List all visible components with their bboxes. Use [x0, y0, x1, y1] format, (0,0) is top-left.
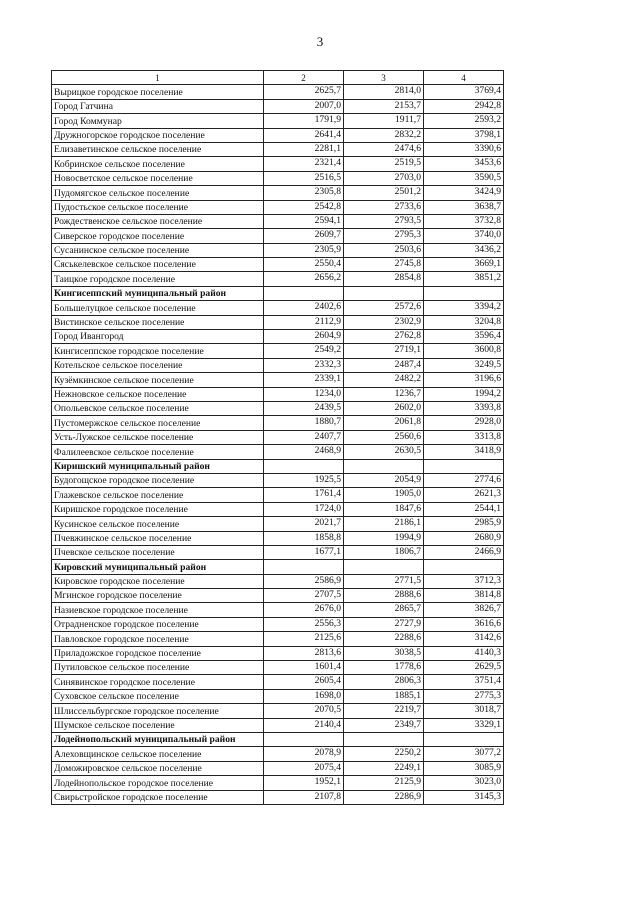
table-row	[52, 171, 504, 185]
value-col-2: 2516,5	[264, 171, 344, 185]
section-header-row	[52, 286, 504, 300]
value-col-3: 2302,9	[344, 315, 424, 329]
value-col-4: 3418,9	[424, 445, 504, 459]
value-col-3: 2503,6	[344, 243, 424, 257]
value-col-3: 2865,7	[344, 603, 424, 617]
empty-cell	[344, 286, 424, 300]
settlement-name: Кусинское сельское поселение	[52, 517, 264, 531]
value-col-4: 3600,8	[424, 344, 504, 358]
table-row	[52, 186, 504, 200]
settlement-name: Шумское сельское поселение	[52, 718, 264, 732]
table-row	[52, 675, 504, 689]
settlement-name: Мгинское городское поселение	[52, 589, 264, 603]
value-col-2: 2021,7	[264, 517, 344, 531]
value-col-4: 3769,4	[424, 85, 504, 99]
settlement-name: Пчевское сельское поселение	[52, 545, 264, 559]
value-col-2: 2594,1	[264, 214, 344, 228]
table-row	[52, 330, 504, 344]
settlement-name: Алеховщинское сельское поселение	[52, 747, 264, 761]
settlement-name: Пчевжинское сельское поселение	[52, 531, 264, 545]
table-row	[52, 272, 504, 286]
value-col-3: 1847,6	[344, 502, 424, 516]
table-row	[52, 776, 504, 790]
table-row	[52, 358, 504, 372]
value-col-4: 3249,5	[424, 358, 504, 372]
value-col-3: 2560,6	[344, 430, 424, 444]
table-row	[52, 128, 504, 142]
value-col-4: 3851,2	[424, 272, 504, 286]
value-col-3: 2795,3	[344, 229, 424, 243]
table-row	[52, 258, 504, 272]
settlement-name: Пустомержское сельское поселение	[52, 416, 264, 430]
value-col-3: 2630,5	[344, 445, 424, 459]
table-row	[52, 200, 504, 214]
column-header: 1	[52, 71, 264, 85]
value-col-3: 2288,6	[344, 632, 424, 646]
value-col-4: 3313,8	[424, 430, 504, 444]
table-row	[52, 373, 504, 387]
settlement-name: Новосветское сельское поселение	[52, 171, 264, 185]
settlement-name: Киришское городское поселение	[52, 502, 264, 516]
settlement-name: Будогощское городское поселение	[52, 473, 264, 487]
column-header: 2	[264, 71, 344, 85]
settlement-name: Назиевское городское поселение	[52, 603, 264, 617]
value-col-2: 2707,5	[264, 589, 344, 603]
value-col-4: 3204,8	[424, 315, 504, 329]
value-col-4: 2466,9	[424, 545, 504, 559]
table-row	[52, 416, 504, 430]
value-col-4: 3596,4	[424, 330, 504, 344]
settlement-name: Фалилеевское сельское поселение	[52, 445, 264, 459]
value-col-3: 2602,0	[344, 401, 424, 415]
table-row	[52, 531, 504, 545]
table-row	[52, 747, 504, 761]
settlement-name: Нежновское сельское поселение	[52, 387, 264, 401]
value-col-2: 1698,0	[264, 689, 344, 703]
column-header: 3	[344, 71, 424, 85]
settlement-name: Доможировское сельское поселение	[52, 761, 264, 775]
value-col-2: 2332,3	[264, 358, 344, 372]
table-row	[52, 603, 504, 617]
empty-cell	[344, 459, 424, 473]
value-col-2: 2439,5	[264, 401, 344, 415]
value-col-3: 2733,6	[344, 200, 424, 214]
empty-cell	[264, 286, 344, 300]
value-col-3: 1994,9	[344, 531, 424, 545]
value-col-2: 2586,9	[264, 574, 344, 588]
value-col-4: 3436,2	[424, 243, 504, 257]
value-col-3: 2186,1	[344, 517, 424, 531]
value-col-3: 2888,6	[344, 589, 424, 603]
value-col-4: 3712,3	[424, 574, 504, 588]
empty-cell	[424, 286, 504, 300]
table-row	[52, 545, 504, 559]
value-col-3: 1806,7	[344, 545, 424, 559]
value-col-3: 2793,5	[344, 214, 424, 228]
value-col-2: 1952,1	[264, 776, 344, 790]
value-col-3: 2727,9	[344, 617, 424, 631]
section-title: Кировский муниципальный район	[52, 560, 264, 574]
value-col-4: 3798,1	[424, 128, 504, 142]
value-col-4: 3142,6	[424, 632, 504, 646]
value-col-2: 2407,7	[264, 430, 344, 444]
value-col-2: 1234,0	[264, 387, 344, 401]
table-row	[52, 344, 504, 358]
empty-cell	[424, 459, 504, 473]
value-col-2: 2305,8	[264, 186, 344, 200]
settlement-name: Город Гатчина	[52, 99, 264, 113]
value-col-3: 2745,8	[344, 258, 424, 272]
value-col-4: 3826,7	[424, 603, 504, 617]
value-col-4: 3590,5	[424, 171, 504, 185]
settlement-name: Сусанинское сельское поселение	[52, 243, 264, 257]
table-row	[52, 761, 504, 775]
settlement-name: Пудомягское сельское поселение	[52, 186, 264, 200]
value-col-2: 1880,7	[264, 416, 344, 430]
value-col-3: 2153,7	[344, 99, 424, 113]
value-col-2: 2542,8	[264, 200, 344, 214]
table-row	[52, 574, 504, 588]
value-col-4: 2942,8	[424, 99, 504, 113]
table-row	[52, 689, 504, 703]
value-col-4: 3329,1	[424, 718, 504, 732]
value-col-3: 2487,4	[344, 358, 424, 372]
table-row	[52, 617, 504, 631]
settlement-name: Кировское городское поселение	[52, 574, 264, 588]
value-col-2: 1791,9	[264, 114, 344, 128]
empty-cell	[344, 732, 424, 746]
value-col-4: 3732,8	[424, 214, 504, 228]
value-col-4: 2775,3	[424, 689, 504, 703]
value-col-4: 3077,2	[424, 747, 504, 761]
settlement-name: Кузёмкинское сельское поселение	[52, 373, 264, 387]
table-header-row	[52, 71, 504, 85]
settlement-name: Сиверское городское поселение	[52, 229, 264, 243]
settlement-name: Глажевское сельское поселение	[52, 488, 264, 502]
value-col-2: 2125,6	[264, 632, 344, 646]
value-col-3: 1778,6	[344, 661, 424, 675]
table-row	[52, 85, 504, 99]
section-header-row	[52, 732, 504, 746]
table-row	[52, 704, 504, 718]
settlement-name: Город Коммунар	[52, 114, 264, 128]
value-col-3: 1905,0	[344, 488, 424, 502]
table-row	[52, 157, 504, 171]
settlement-name: Город Ивангород	[52, 330, 264, 344]
value-col-3: 2519,5	[344, 157, 424, 171]
settlement-name: Синявинское городское поселение	[52, 675, 264, 689]
table-row	[52, 502, 504, 516]
value-col-2: 2281,1	[264, 142, 344, 156]
table-row	[52, 214, 504, 228]
settlement-name: Павловское городское поселение	[52, 632, 264, 646]
value-col-4: 2985,9	[424, 517, 504, 531]
value-col-3: 2349,7	[344, 718, 424, 732]
settlement-name: Пудостьское сельское поселение	[52, 200, 264, 214]
settlement-name: Приладожское городское поселение	[52, 646, 264, 660]
value-col-4: 3638,7	[424, 200, 504, 214]
table-row	[52, 301, 504, 315]
value-col-4: 3393,8	[424, 401, 504, 415]
value-col-4: 4140,3	[424, 646, 504, 660]
value-col-2: 2402,6	[264, 301, 344, 315]
value-col-4: 2774,6	[424, 473, 504, 487]
value-col-4: 3424,9	[424, 186, 504, 200]
settlement-name: Таицкое городское поселение	[52, 272, 264, 286]
value-col-2: 2676,0	[264, 603, 344, 617]
value-col-2: 1724,0	[264, 502, 344, 516]
value-col-2: 2641,4	[264, 128, 344, 142]
settlement-name: Дружногорское городское поселение	[52, 128, 264, 142]
value-col-2: 2609,7	[264, 229, 344, 243]
value-col-2: 2549,2	[264, 344, 344, 358]
settlement-name: Отрадненское городское поселение	[52, 617, 264, 631]
value-col-2: 1677,1	[264, 545, 344, 559]
settlement-name: Вистинское сельское поселение	[52, 315, 264, 329]
value-col-3: 1885,1	[344, 689, 424, 703]
value-col-2: 2070,5	[264, 704, 344, 718]
value-col-3: 2474,6	[344, 142, 424, 156]
column-header: 4	[424, 71, 504, 85]
empty-cell	[264, 560, 344, 574]
value-col-4: 3018,7	[424, 704, 504, 718]
table-row	[52, 473, 504, 487]
settlement-name: Свирьстройское городское поселение	[52, 790, 264, 804]
settlement-name: Опольевское сельское поселение	[52, 401, 264, 415]
value-col-4: 3085,9	[424, 761, 504, 775]
data-table	[51, 70, 504, 805]
section-title: Кингисеппский муниципальный район	[52, 286, 264, 300]
value-col-4: 3390,6	[424, 142, 504, 156]
value-col-2: 2078,9	[264, 747, 344, 761]
value-col-3: 2501,2	[344, 186, 424, 200]
table-row	[52, 243, 504, 257]
value-col-3: 2054,9	[344, 473, 424, 487]
value-col-4: 3023,0	[424, 776, 504, 790]
value-col-2: 1601,4	[264, 661, 344, 675]
settlement-name: Шлиссельбургское городское поселение	[52, 704, 264, 718]
table-row	[52, 445, 504, 459]
value-col-4: 2680,9	[424, 531, 504, 545]
table-row	[52, 387, 504, 401]
value-col-3: 2832,2	[344, 128, 424, 142]
table-body	[52, 85, 504, 805]
value-col-3: 2250,2	[344, 747, 424, 761]
value-col-4: 3616,6	[424, 617, 504, 631]
value-col-3: 2482,2	[344, 373, 424, 387]
settlement-name: Рождественское сельское поселение	[52, 214, 264, 228]
settlement-name: Усть-Лужское сельское поселение	[52, 430, 264, 444]
settlement-name: Котельское сельское поселение	[52, 358, 264, 372]
table-row	[52, 401, 504, 415]
value-col-3: 2249,1	[344, 761, 424, 775]
empty-cell	[344, 560, 424, 574]
table-row	[52, 718, 504, 732]
value-col-3: 3038,5	[344, 646, 424, 660]
value-col-3: 2771,5	[344, 574, 424, 588]
value-col-4: 2621,3	[424, 488, 504, 502]
value-col-4: 3751,4	[424, 675, 504, 689]
settlement-name: Елизаветинское сельское поселение	[52, 142, 264, 156]
table-row	[52, 661, 504, 675]
empty-cell	[424, 732, 504, 746]
section-title: Лодейнопольский муниципальный район	[52, 732, 264, 746]
table-row	[52, 315, 504, 329]
empty-cell	[264, 732, 344, 746]
value-col-4: 2544,1	[424, 502, 504, 516]
value-col-4: 2593,2	[424, 114, 504, 128]
empty-cell	[424, 560, 504, 574]
value-col-4: 3669,1	[424, 258, 504, 272]
value-col-2: 2468,9	[264, 445, 344, 459]
table-row	[52, 646, 504, 660]
value-col-2: 2305,9	[264, 243, 344, 257]
table-row	[52, 229, 504, 243]
value-col-3: 2125,9	[344, 776, 424, 790]
value-col-4: 1994,2	[424, 387, 504, 401]
settlement-name: Суховское сельское поселение	[52, 689, 264, 703]
value-col-3: 2806,3	[344, 675, 424, 689]
value-col-2: 2112,9	[264, 315, 344, 329]
value-col-3: 2219,7	[344, 704, 424, 718]
value-col-2: 2604,9	[264, 330, 344, 344]
value-col-3: 2286,9	[344, 790, 424, 804]
settlement-name: Кобринское сельское поселение	[52, 157, 264, 171]
value-col-4: 3814,8	[424, 589, 504, 603]
table-row	[52, 99, 504, 113]
table-row	[52, 114, 504, 128]
value-col-2: 1925,5	[264, 473, 344, 487]
value-col-3: 2854,8	[344, 272, 424, 286]
value-col-3: 2703,0	[344, 171, 424, 185]
value-col-2: 2550,4	[264, 258, 344, 272]
value-col-3: 1911,7	[344, 114, 424, 128]
table-row	[52, 142, 504, 156]
table-row	[52, 632, 504, 646]
value-col-2: 2556,3	[264, 617, 344, 631]
value-col-2: 2107,8	[264, 790, 344, 804]
settlement-name: Вырицкое городское поселение	[52, 85, 264, 99]
value-col-2: 2321,4	[264, 157, 344, 171]
table-row	[52, 790, 504, 804]
value-col-3: 2719,1	[344, 344, 424, 358]
value-col-4: 3196,6	[424, 373, 504, 387]
value-col-2: 2140,4	[264, 718, 344, 732]
settlement-name: Лодейнопольское городское поселение	[52, 776, 264, 790]
table-row	[52, 488, 504, 502]
value-col-2: 1858,8	[264, 531, 344, 545]
value-col-2: 2605,4	[264, 675, 344, 689]
settlement-name: Большелуцкое сельское поселение	[52, 301, 264, 315]
table-row	[52, 517, 504, 531]
value-col-2: 2813,6	[264, 646, 344, 660]
value-col-3: 1236,7	[344, 387, 424, 401]
settlement-name: Путиловское сельское поселение	[52, 661, 264, 675]
value-col-4: 3740,0	[424, 229, 504, 243]
value-col-3: 2762,8	[344, 330, 424, 344]
table-row	[52, 589, 504, 603]
value-col-3: 2814,0	[344, 85, 424, 99]
value-col-3: 2572,6	[344, 301, 424, 315]
section-title: Киришский муниципальный район	[52, 459, 264, 473]
value-col-2: 2007,0	[264, 99, 344, 113]
page-number: 3	[316, 34, 324, 49]
value-col-4: 2928,0	[424, 416, 504, 430]
value-col-2: 2656,2	[264, 272, 344, 286]
value-col-4: 3145,3	[424, 790, 504, 804]
section-header-row	[52, 560, 504, 574]
section-header-row	[52, 459, 504, 473]
settlement-name: Сяськелевское сельское поселение	[52, 258, 264, 272]
value-col-2: 2625,7	[264, 85, 344, 99]
value-col-4: 2629,5	[424, 661, 504, 675]
value-col-4: 3394,2	[424, 301, 504, 315]
table-row	[52, 430, 504, 444]
value-col-3: 2061,8	[344, 416, 424, 430]
settlement-name: Кингисеппское городское поселение	[52, 344, 264, 358]
value-col-2: 2075,4	[264, 761, 344, 775]
value-col-2: 1761,4	[264, 488, 344, 502]
value-col-4: 3453,6	[424, 157, 504, 171]
empty-cell	[264, 459, 344, 473]
value-col-2: 2339,1	[264, 373, 344, 387]
